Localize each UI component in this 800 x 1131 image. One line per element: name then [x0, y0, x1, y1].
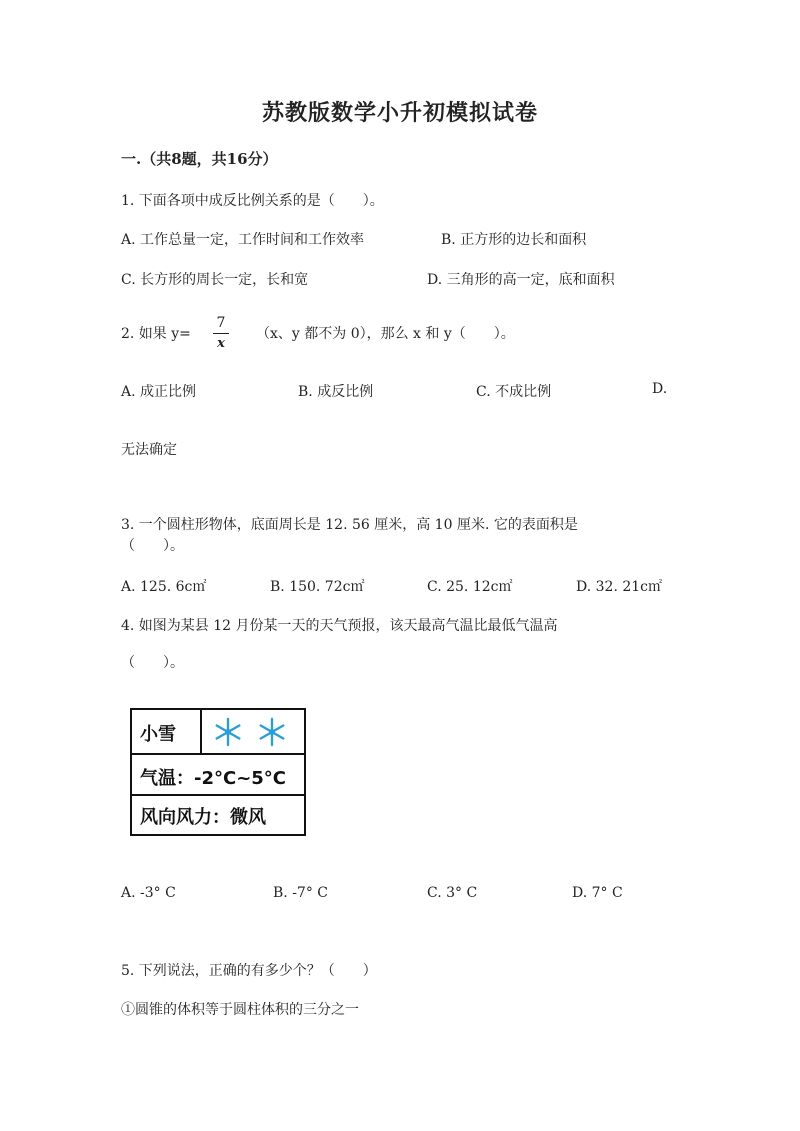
- question-1-option-c: C. 长方形的周长一定，长和宽: [121, 272, 309, 288]
- question-2-option-c: C. 不成比例: [476, 384, 552, 400]
- section-heading: 一.（共8题，共16分）: [121, 150, 278, 168]
- question-1-option-a: A. 工作总量一定，工作时间和工作效率: [121, 232, 365, 248]
- question-4-option-a: A. -3° C: [121, 885, 176, 901]
- question-2-option-a: A. 成正比例: [121, 384, 197, 400]
- question-5-stem: 5. 下列说法，正确的有多少个？（ ）: [121, 963, 377, 979]
- question-3-option-c: C. 25. 12c㎡: [427, 579, 513, 595]
- question-3-option-a: A. 125. 6c㎡: [121, 579, 207, 595]
- question-4-stem-line1: 4. 如图为某县 12 月份某一天的天气预报，该天最高气温比最低气温高: [121, 618, 558, 634]
- fraction-denominator: x: [217, 336, 225, 351]
- question-5-item-1: ①圆锥的体积等于圆柱体积的三分之一: [121, 1002, 359, 1018]
- question-3-option-b: B. 150. 72c㎡: [270, 579, 365, 595]
- fraction-bar: [213, 333, 229, 334]
- question-4-stem-line2: （ ）。: [121, 655, 184, 671]
- weather-row-divider: [200, 710, 202, 755]
- fraction-seven-over-x: [213, 314, 229, 352]
- weather-row-condition: [132, 710, 304, 755]
- question-4-option-b: B. -7° C: [273, 885, 328, 901]
- question-2-option-d-continued: 无法确定: [121, 442, 177, 458]
- question-1-option-d: D. 三角形的高一定，底和面积: [427, 272, 615, 288]
- snowflake-icon: [256, 716, 288, 748]
- snowflake-icon: [212, 716, 244, 748]
- question-3-stem-line2: （ ）。: [121, 538, 184, 554]
- question-3-stem-line1: 3. 一个圆柱形物体，底面周长是 12. 56 厘米，高 10 厘米. 它的表面积是: [121, 517, 578, 533]
- question-2-prefix: 2. 如果 y=: [121, 326, 191, 342]
- weather-row-wind: [132, 796, 304, 834]
- question-4-option-d: D. 7° C: [572, 885, 623, 901]
- weather-condition-label: 小雪: [140, 724, 176, 745]
- question-3-option-d: D. 32. 21c㎡: [576, 579, 662, 595]
- weather-forecast-figure: [130, 708, 306, 836]
- question-2-suffix: （x、y 都不为 0），那么 x 和 y（ ）。: [256, 326, 515, 342]
- weather-temperature: 气温：-2°C~5°C: [140, 768, 287, 789]
- question-2-option-b: B. 成反比例: [298, 384, 374, 400]
- question-1-stem: 1. 下面各项中成反比例关系的是（ ）。: [121, 193, 384, 209]
- weather-wind: 风向风力：微风: [140, 807, 266, 828]
- question-1-option-b: B. 正方形的边长和面积: [441, 232, 587, 248]
- page-title: 苏教版数学小升初模拟试卷: [261, 100, 538, 126]
- question-2-option-d: D.: [652, 381, 668, 397]
- question-4-option-c: C. 3° C: [427, 885, 478, 901]
- weather-row-temperature: [132, 755, 304, 796]
- fraction-numerator: 7: [216, 315, 226, 331]
